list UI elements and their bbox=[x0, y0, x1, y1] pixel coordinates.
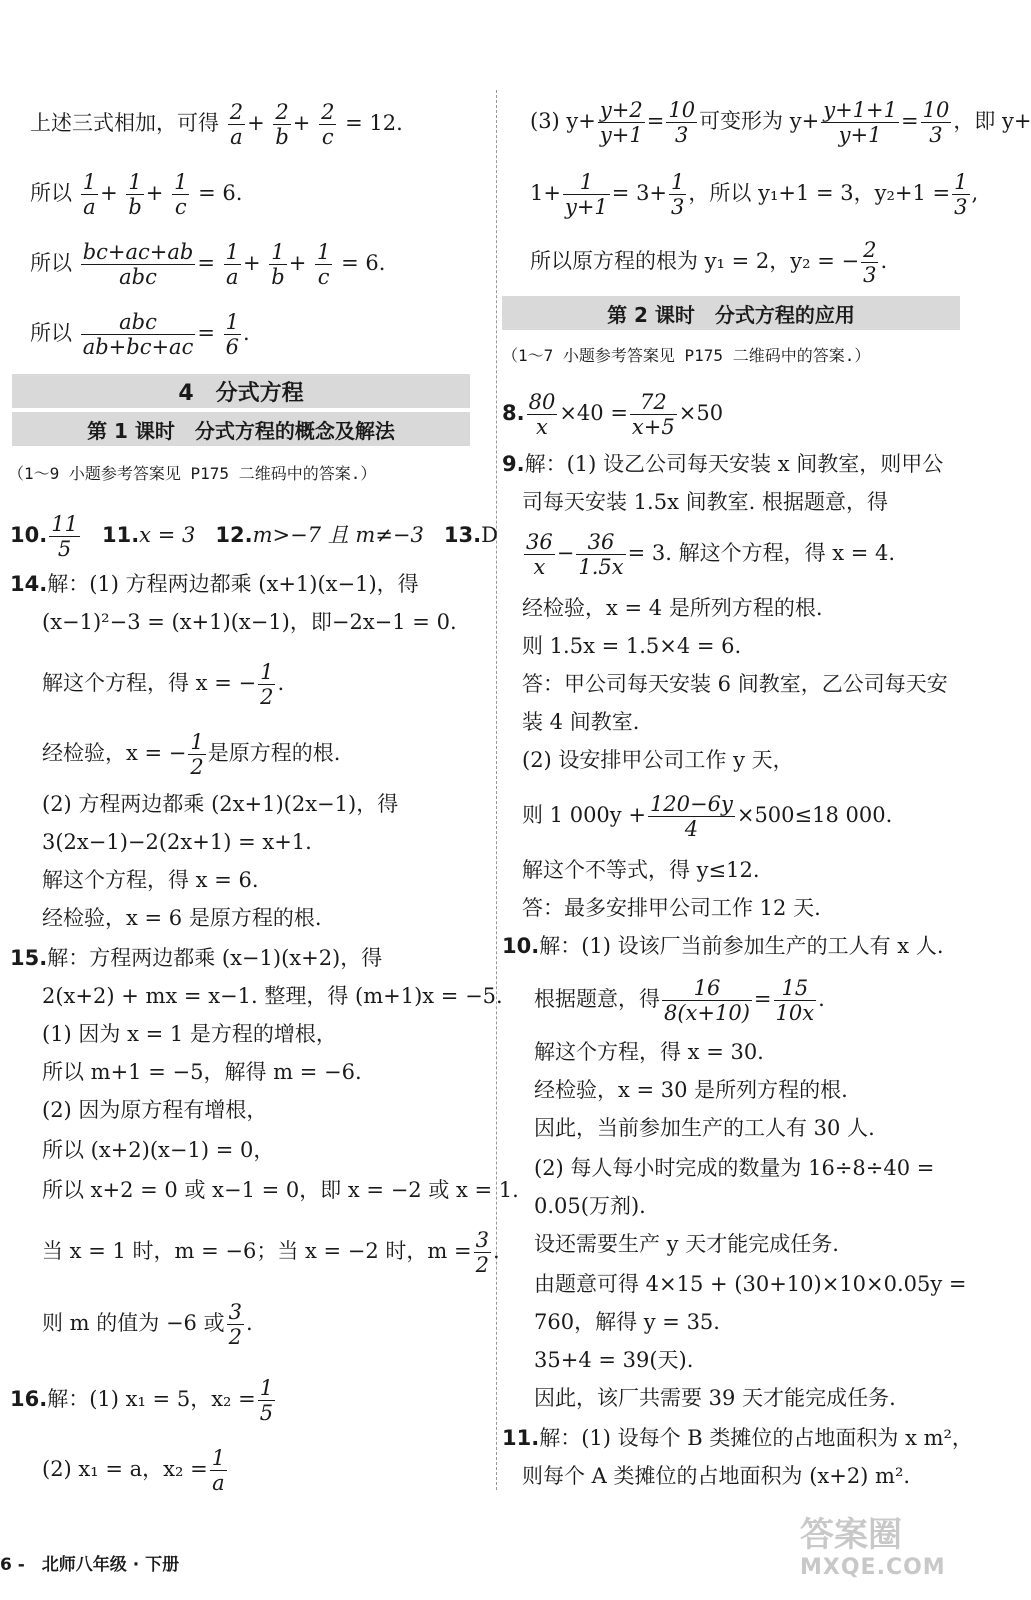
r-line-2: 1+ $\frac{1}{y+1}$ = 3+ $\frac{1}{3}$ ，所以 y₁+1 = 3，y₂+1 = $\frac{1}{3}$ , bbox=[530, 170, 979, 219]
fraction: $\frac{80}{x}$ bbox=[528, 390, 556, 439]
q9-line-a: 9.解：(1) 设乙公司每天安装 x 间教室，则甲公 bbox=[502, 452, 944, 476]
q16-line-b: (2) x₁ = a，x₂ = $\frac{1}{a}$ bbox=[42, 1446, 226, 1495]
answer-note: （1～9 小题参考答案见 P175 二维码中的答案.） bbox=[8, 464, 377, 483]
fraction: $\frac{16}{8(x+10)}$ bbox=[664, 976, 750, 1025]
q11-line-a: 11.解：(1) 设每个 B 类摊位的占地面积为 x m²， bbox=[502, 1426, 973, 1450]
fraction: $\frac{1}{6}$ bbox=[225, 310, 239, 359]
q14-line-g: 解这个方程，得 x = 6. bbox=[42, 868, 259, 892]
answer-note-2: （1～7 小题参考答案见 P175 二维码中的答案.） bbox=[502, 346, 871, 365]
q10-line-d: 经检验，x = 30 是所列方程的根. bbox=[534, 1078, 848, 1102]
q10-line-i: 由题意可得 4×15 + (30+10)×10×0.05y = bbox=[534, 1272, 967, 1296]
q15-line-f: 所以 (x+2)(x−1) = 0， bbox=[42, 1138, 275, 1162]
fraction: $\frac{1}{b}$ bbox=[271, 240, 285, 289]
fraction: $\frac{3}{2}$ bbox=[475, 1228, 489, 1277]
fraction: $\frac{15}{10x}$ bbox=[775, 976, 815, 1025]
q16-line-a: 16.解：(1) x₁ = 5，x₂ = $\frac{1}{5}$ bbox=[10, 1376, 274, 1425]
page-footer: 6 - 北师八年级 · 下册 bbox=[0, 1555, 180, 1575]
q10-line-c: 解这个方程，得 x = 30. bbox=[534, 1040, 764, 1064]
q14-line-h: 经检验，x = 6 是原方程的根. bbox=[42, 906, 322, 930]
q9-line-d: 经检验，x = 4 是所列方程的根. bbox=[522, 596, 823, 620]
result-fraction-line: 所以 $\frac{\text{abc}}{ab+bc+ac}$ = $\frac{1}{6}$ . bbox=[30, 310, 250, 359]
q10-line-j: 760，解得 y = 35. bbox=[534, 1310, 720, 1334]
fraction: $\frac{y+1+1}{y+1}$ bbox=[823, 98, 897, 147]
q9-line-h: (2) 设安排甲公司工作 y 天， bbox=[522, 748, 794, 772]
sum-line: 上述三式相加，可得 $\frac{2}{a}$ + $\frac{2}{b}$ + $\frac{2}{c}$ = 12. bbox=[30, 100, 403, 149]
q10-line-l: 因此，该厂共需要 39 天才能完成任务. bbox=[534, 1386, 896, 1410]
fraction: $\frac{\text{abc}}{ab+bc+ac}$ bbox=[82, 310, 194, 359]
fraction: $\frac{11}{5}$ bbox=[51, 512, 78, 561]
q9-line-j: 解这个不等式，得 y≤12. bbox=[522, 858, 760, 882]
q11-line-b: 则每个 A 类摊位的占地面积为 (x+2) m². bbox=[522, 1464, 911, 1488]
q15-line-b: 2(x+2) + mx = x−1. 整理，得 (m+1)x = −5. bbox=[42, 984, 503, 1008]
q15-line-e: (2) 因为原方程有增根， bbox=[42, 1098, 268, 1122]
fraction: $\frac{2}{b}$ bbox=[275, 100, 289, 149]
q15-line-c: (1) 因为 x = 1 是方程的增根， bbox=[42, 1022, 337, 1046]
fraction: $\frac{120-6y}{4}$ bbox=[649, 792, 733, 841]
fraction: $\frac{1}{2}$ bbox=[260, 660, 274, 709]
fraction: $\frac{1}{3}$ bbox=[954, 170, 968, 219]
q14-line-f: 3(2x−1)−2(2x+1) = x+1. bbox=[42, 830, 312, 854]
q9-line-k: 答：最多安排甲公司工作 12 天. bbox=[522, 896, 821, 920]
q10-line-a: 10.解：(1) 设该厂当前参加生产的工人有 x 人. bbox=[502, 934, 944, 958]
answers-10-13: 10. $\frac{11}{5}$ 11.x = 3 12.m>−7 且 m≠−3 13.D bbox=[10, 512, 498, 561]
q8-line: 8. $\frac{80}{x}$ ×40 = $\frac{72}{x+5}$ ×50 bbox=[502, 390, 724, 439]
fraction: $\frac{10}{3}$ bbox=[922, 98, 950, 147]
watermark-logo: 答案圈 MXQE.COM bbox=[800, 1515, 946, 1580]
q15-line-d: 所以 m+1 = −5，解得 m = −6. bbox=[42, 1060, 362, 1084]
fraction: $\frac{1}{3}$ bbox=[671, 170, 685, 219]
fraction: $\frac{10}{3}$ bbox=[668, 98, 696, 147]
q10-line-k: 35+4 = 39(天). bbox=[534, 1348, 694, 1372]
q15-line-i: 则 m 的值为 −6 或 $\frac{3}{2}$ . bbox=[42, 1300, 253, 1349]
r-line-3: 所以原方程的根为 y₁ = 2，y₂ = − $\frac{2}{3}$ . bbox=[530, 238, 888, 287]
section-title: 4 分式方程 bbox=[12, 374, 470, 408]
fraction: $\frac{3}{2}$ bbox=[228, 1300, 242, 1349]
combined-fraction-line: 所以 $\frac{bc+ac+ab}{\text{abc}}$ = $\frac{1}{a}$ + $\frac{1}{b}$ + $\frac{1}{c}$ = 6. bbox=[30, 240, 386, 289]
q15-line-g: 所以 x+2 = 0 或 x−1 = 0，即 x = −2 或 x = 1. bbox=[42, 1178, 519, 1202]
fraction: $\frac{2}{c}$ bbox=[321, 100, 335, 149]
q9-line-e: 则 1.5x = 1.5×4 = 6. bbox=[522, 634, 742, 658]
lesson-title: 第 1 课时 分式方程的概念及解法 bbox=[12, 412, 470, 446]
fraction: $\frac{1}{b}$ bbox=[128, 170, 142, 219]
fraction: $\frac{1}{5}$ bbox=[259, 1376, 274, 1425]
fraction: $\frac{1}{a}$ bbox=[211, 1446, 226, 1495]
fraction: $\frac{1}{y+1}$ bbox=[564, 170, 608, 219]
fraction: $\frac{2}{a}$ bbox=[229, 100, 244, 149]
fraction: $\frac{bc+ac+ab}{\text{abc}}$ bbox=[82, 240, 194, 289]
lesson-2-title: 第 2 课时 分式方程的应用 bbox=[502, 296, 960, 330]
q10-line-b: 根据题意，得 $\frac{16}{8(x+10)}$ = $\frac{15}{10x}$ . bbox=[534, 976, 825, 1025]
q14-line-e: (2) 方程两边都乘 (2x+1)(2x−1)，得 bbox=[42, 792, 399, 816]
q9-line-c: $\frac{36}{x}$ − $\frac{36}{1.5x}$ = 3. 解这个方程，得 x = 4. bbox=[526, 530, 896, 579]
fraction: $\frac{y+2}{y+1}$ bbox=[599, 98, 643, 147]
q10-line-e: 因此，当前参加生产的工人有 30 人. bbox=[534, 1116, 875, 1140]
fraction: $\frac{1}{c}$ bbox=[174, 170, 188, 219]
fraction: $\frac{1}{c}$ bbox=[317, 240, 331, 289]
q10-line-g: 0.05(万剂). bbox=[534, 1194, 646, 1218]
fraction: $\frac{2}{3}$ bbox=[863, 238, 877, 287]
fraction: $\frac{36}{x}$ bbox=[526, 530, 553, 579]
q9-line-b: 司每天安装 1.5x 间教室. 根据题意，得 bbox=[522, 490, 888, 514]
reciprocal-sum-line: 所以 $\frac{1}{a}$ + $\frac{1}{b}$ + $\frac{1}{c}$ = 6. bbox=[30, 170, 243, 219]
q14-line-b: (x−1)²−3 = (x+1)(x−1)，即−2x−1 = 0. bbox=[42, 610, 457, 634]
q9-line-f: 答：甲公司每天安装 6 间教室，乙公司每天安 bbox=[522, 672, 948, 696]
q14-line-d: 经检验，x = − $\frac{1}{2}$ 是原方程的根. bbox=[42, 730, 341, 779]
q10-line-h: 设还需要生产 y 天才能完成任务. bbox=[534, 1232, 839, 1256]
fraction: $\frac{1}{a}$ bbox=[225, 240, 239, 289]
q15-line-a: 15.解：方程两边都乘 (x−1)(x+2)，得 bbox=[10, 946, 383, 970]
fraction: $\frac{1}{2}$ bbox=[190, 730, 204, 779]
q9-line-i: 则 1 000y + $\frac{120-6y}{4}$ ×500≤18 000. bbox=[522, 792, 893, 841]
fraction: $\frac{1}{a}$ bbox=[82, 170, 97, 219]
fraction: $\frac{72}{x+5}$ bbox=[631, 390, 675, 439]
q14-line-a: 14.解：(1) 方程两边都乘 (x+1)(x−1)，得 bbox=[10, 572, 419, 596]
q15-line-h: 当 x = 1 时，m = −6；当 x = −2 时，m = $\frac{3}{2}$ . bbox=[42, 1228, 500, 1277]
q10-line-f: (2) 每人每小时完成的数量为 16÷8÷40 = bbox=[534, 1156, 935, 1180]
column-divider bbox=[496, 90, 497, 1490]
q14-line-c: 解这个方程，得 x = − $\frac{1}{2}$ . bbox=[42, 660, 285, 709]
r-line-1: (3) y+ $\frac{y+2}{y+1}$ = $\frac{10}{3}$ 可变形为 y+ $\frac{y+1+1}{y+1}$ = $\frac{10}{3}$ ，即 y+ bbox=[530, 98, 1031, 147]
q9-line-g: 装 4 间教室. bbox=[522, 710, 640, 734]
fraction: $\frac{36}{1.5x}$ bbox=[578, 530, 624, 579]
